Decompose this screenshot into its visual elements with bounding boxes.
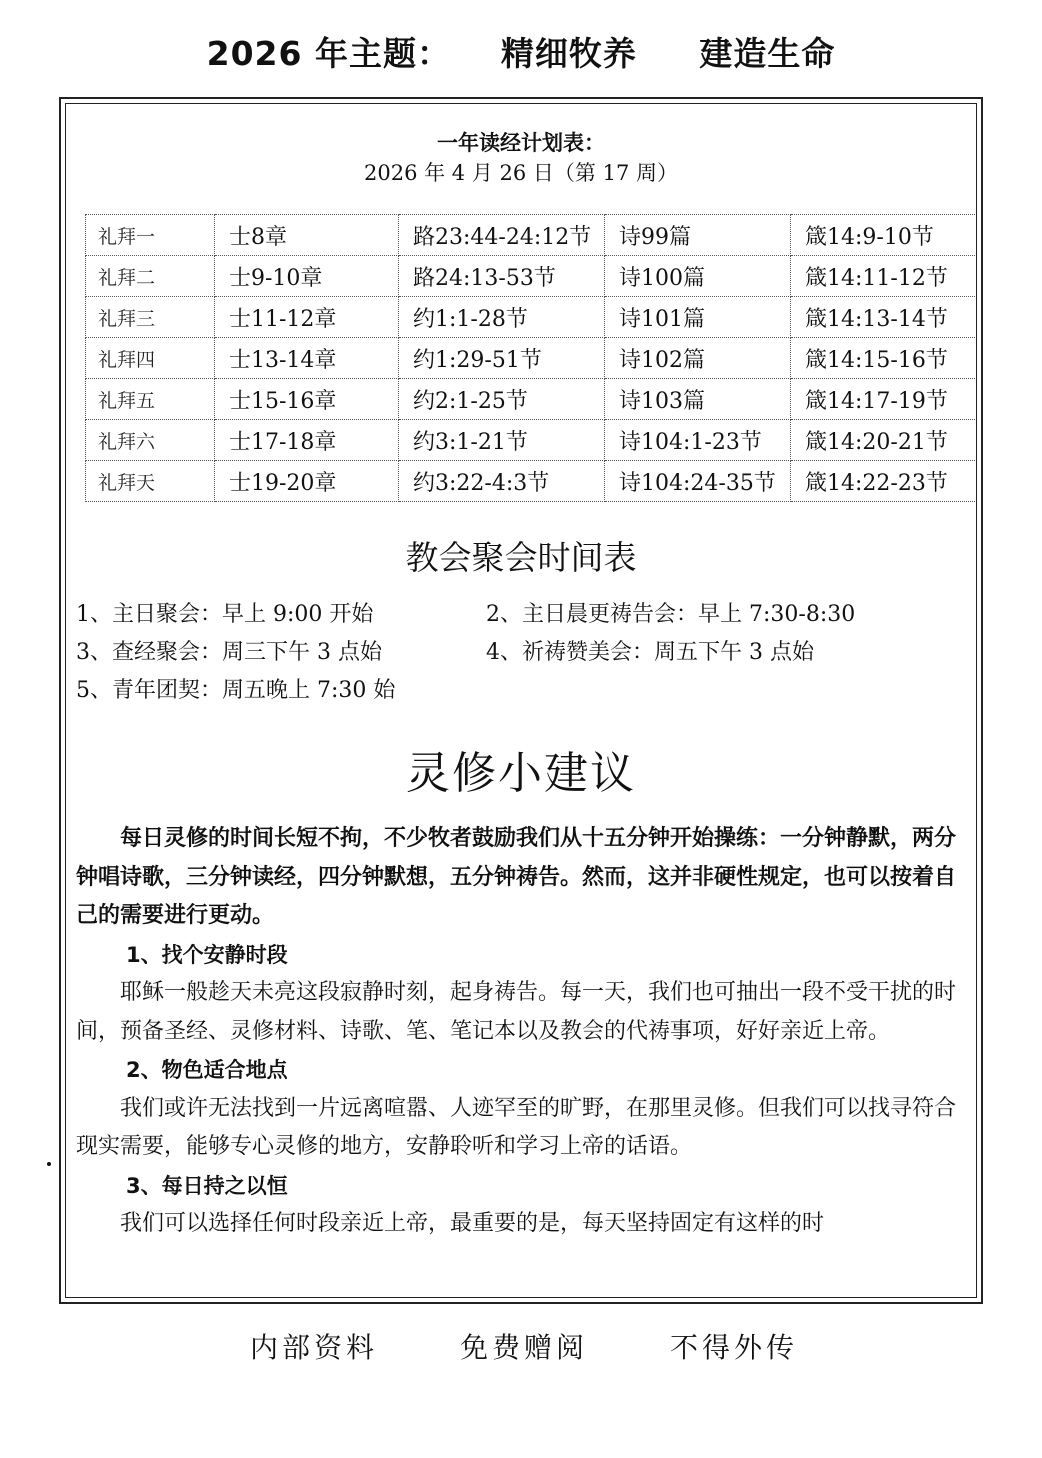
table-cell: 士15-16章 <box>215 379 399 420</box>
table-cell: 约3:22-4:3节 <box>399 461 605 502</box>
table-cell: 士13-14章 <box>215 338 399 379</box>
table-cell: 士19-20章 <box>215 461 399 502</box>
table-cell: 箴14:20-21节 <box>791 420 977 461</box>
table-row <box>86 461 977 502</box>
reading-plan-title: 一年读经计划表： <box>437 131 605 155</box>
table-row <box>86 297 977 338</box>
meeting-line <box>76 597 856 635</box>
devotion-title: 灵修小建议 <box>406 748 636 799</box>
table-cell: 约3:1-21节 <box>399 420 605 461</box>
meeting-item: 2、主日晨更祷告会：早上 7:30-8:30 <box>486 602 856 627</box>
table-cell-day: 礼拜五 <box>86 379 215 420</box>
section-body: 我们可以选择任何时段亲近上帝，最重要的是，每天坚持固定有这样的时 <box>120 1211 825 1236</box>
meeting-item: 5、青年团契：周五晚上 7:30 始 <box>76 678 396 703</box>
table-cell: 士17-18章 <box>215 420 399 461</box>
meetings-title: 教会聚会时间表 <box>405 538 637 577</box>
meeting-item: 4、祈祷赞美会：周五下午 3 点始 <box>486 640 814 665</box>
meeting-line <box>76 673 396 711</box>
table-cell: 士8章 <box>215 215 399 256</box>
footer-notice <box>250 1326 799 1458</box>
table-cell-day: 礼拜二 <box>86 256 215 297</box>
footer-item: 内部资料 <box>250 1331 379 1364</box>
table-cell: 箴14:11-12节 <box>791 256 977 297</box>
table-cell: 路23:44-24:12节 <box>399 215 605 256</box>
table-cell: 箴14:9-10节 <box>791 215 977 256</box>
table-cell: 士9-10章 <box>215 256 399 297</box>
table-cell-day: 礼拜六 <box>86 420 215 461</box>
table-cell: 箴14:13-14节 <box>791 297 977 338</box>
table-cell: 诗104:24-35节 <box>605 461 791 502</box>
table-cell: 诗102篇 <box>605 338 791 379</box>
meeting-item: 3、查经聚会：周三下午 3 点始 <box>76 640 382 665</box>
table-cell: 箴14:22-23节 <box>791 461 977 502</box>
table-row <box>86 215 977 256</box>
table-row <box>86 338 977 379</box>
stray-dot <box>47 1162 51 1166</box>
table-cell-day: 礼拜一 <box>86 215 215 256</box>
table-cell: 诗103篇 <box>605 379 791 420</box>
reading-plan-table <box>85 214 977 502</box>
table-cell: 诗104:1-23节 <box>605 420 791 461</box>
meeting-item: 1、主日聚会：早上 9:00 开始 <box>76 602 374 627</box>
table-cell-day: 礼拜天 <box>86 461 215 502</box>
table-cell: 诗99篇 <box>605 215 791 256</box>
table-cell: 士11-12章 <box>215 297 399 338</box>
table-cell: 箴14:17-19节 <box>791 379 977 420</box>
meeting-line <box>76 635 814 673</box>
footer-item: 免费赠阅 <box>460 1331 589 1364</box>
section-body: 耶稣一般趁天未亮这段寂静时刻，起身祷告。每一天，我们也可抽出一段不受干扰的时间，预备圣经、灵修材料、诗歌、笔、笔记本以及教会的代祷事项，好好亲近上帝。 <box>76 980 957 1044</box>
table-cell: 诗101篇 <box>605 297 791 338</box>
reading-plan-date: 2026 年 4 月 26 日（第 17 周） <box>364 161 678 185</box>
table-row <box>86 420 977 461</box>
page-title: 2026 年主题： 精细牧养 建造生命 <box>206 34 836 73</box>
table-cell: 诗100篇 <box>605 256 791 297</box>
section-heading: 1、找个安静时段 <box>126 942 288 967</box>
table-row <box>86 379 977 420</box>
table-row <box>86 256 977 297</box>
footer-item: 不得外传 <box>670 1331 799 1364</box>
section-heading: 3、每日持之以恒 <box>126 1173 288 1198</box>
table-cell: 箴14:15-16节 <box>791 338 977 379</box>
table-cell-day: 礼拜三 <box>86 297 215 338</box>
devotion-article <box>76 820 956 1244</box>
table-cell: 约2:1-25节 <box>399 379 605 420</box>
table-cell: 约1:29-51节 <box>399 338 605 379</box>
reading-plan-header <box>66 128 976 188</box>
devotion-intro: 每日灵修的时间长短不拘，不少牧者鼓励我们从十五分钟开始操练：一分钟静默，两分钟唱诗歌，三分钟读经，四分钟默想，五分钟祷告。然而，这并非硬性规定，也可以按着自己的需要进行更动。 <box>76 826 957 928</box>
table-cell: 路24:13-53节 <box>399 256 605 297</box>
bulletin-frame-inner <box>65 103 977 1298</box>
table-cell-day: 礼拜四 <box>86 338 215 379</box>
bulletin-frame <box>59 97 983 1304</box>
section-body: 我们或许无法找到一片远离喧嚣、人迹罕至的旷野，在那里灵修。但我们可以找寻符合现实需要，能够专心灵修的地方，安静聆听和学习上帝的话语。 <box>76 1095 957 1159</box>
table-cell: 约1:1-28节 <box>399 297 605 338</box>
section-heading: 2、物色适合地点 <box>126 1058 288 1082</box>
